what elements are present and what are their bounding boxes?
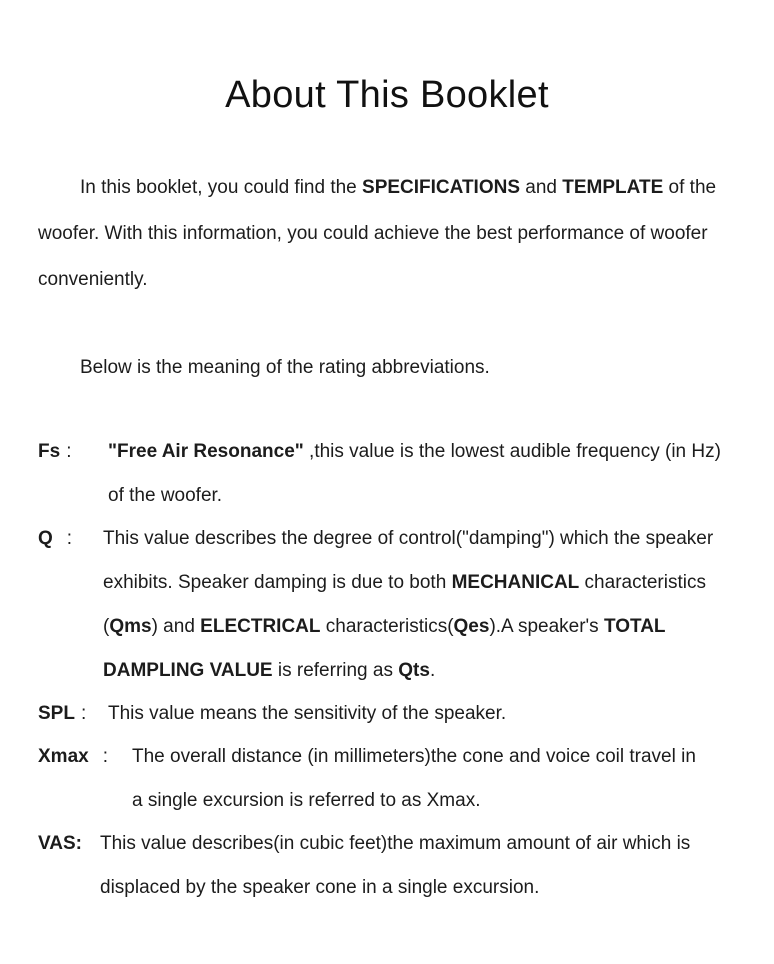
spl-term xyxy=(38,692,92,736)
q-total-damping: TOTAL DAMPLING VALUE xyxy=(103,616,666,681)
q-text-7: . xyxy=(429,660,436,681)
q-text-6: is referring as xyxy=(272,660,399,681)
spl-term-label: SPL xyxy=(38,703,75,724)
q-text-1: This value describes the degree of control("damping") which the speaker exhibits. Speaker damping is due to both xyxy=(103,528,714,593)
q-term-label: Q xyxy=(38,528,53,549)
q-qts: Qts xyxy=(398,660,430,681)
q-text-5: ).A speaker's xyxy=(489,616,604,637)
xmax-term-label: Xmax xyxy=(38,746,89,767)
page-title: About This Booklet xyxy=(225,74,549,116)
q-text-3: ) and xyxy=(151,616,201,637)
intro-specifications: SPECIFICATIONS xyxy=(362,177,521,198)
q-definition xyxy=(103,517,733,693)
intro-paragraph xyxy=(38,165,728,303)
fs-bold-name: "Free Air Resonance" xyxy=(108,441,304,462)
intro-text-2: and xyxy=(520,177,563,198)
intro-text-3: of the woofer. With this information, you could achieve the best performance of woofer conveniently. xyxy=(38,177,717,290)
q-qms: Qms xyxy=(109,616,152,637)
q-qes: Qes xyxy=(453,616,490,637)
fs-term-label: Fs xyxy=(38,441,61,462)
xmax-term xyxy=(38,735,114,779)
spl-colon: : xyxy=(80,703,87,724)
q-electrical: ELECTRICAL xyxy=(200,616,321,637)
intro-text-1: In this booklet, you could find the xyxy=(80,177,363,198)
q-colon: : xyxy=(66,528,73,549)
vas-term-label: VAS: xyxy=(38,833,82,854)
xmax-colon: : xyxy=(102,746,108,767)
fs-colon: : xyxy=(66,441,72,462)
q-text-4: characteristics( xyxy=(320,616,454,637)
vas-definition: This value describes(in cubic feet)the maximum amount of air which is displaced by the speaker cone in a single excursion. xyxy=(100,833,691,898)
fs-definition-text: ,this value is the lowest audible frequency (in Hz) of the woofer. xyxy=(108,441,721,506)
intro-template: TEMPLATE xyxy=(562,177,664,198)
xmax-definition-text: The overall distance (in millimeters)the cone and voice coil travel in a single excursion is referred to as Xmax. xyxy=(132,746,696,811)
spl-definition: This value means the sensitivity of the speaker. xyxy=(108,703,507,724)
fs-term xyxy=(38,430,77,474)
fs-definition xyxy=(108,430,733,518)
q-text-2: characteristics ( xyxy=(103,572,706,637)
vas-term xyxy=(38,822,82,866)
abbreviations-intro: Below is the meaning of the rating abbreviations. xyxy=(80,357,490,378)
q-term xyxy=(38,517,78,561)
xmax-definition xyxy=(132,735,702,823)
q-mechanical: MECHANICAL xyxy=(451,572,580,593)
